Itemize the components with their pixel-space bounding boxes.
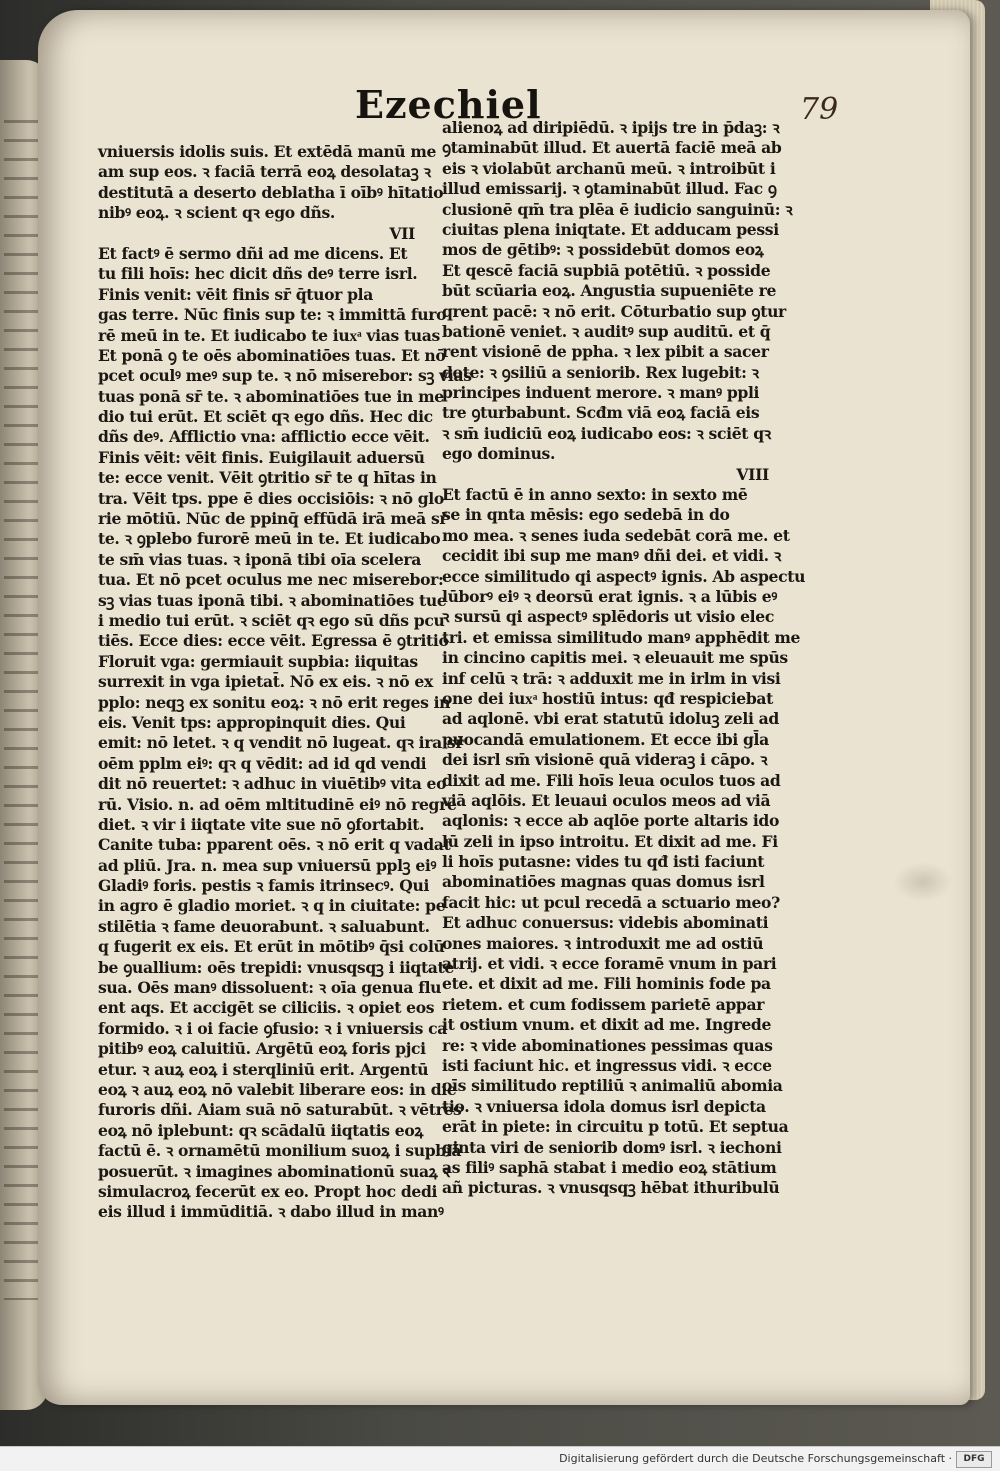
paper-stain: [893, 862, 953, 902]
footer-credit: Digitalisierung gefördert durch die Deutsche Forschungsgemeinschaft ·: [559, 1452, 952, 1465]
text-line: re: ꝛ vide abominationes pessimas quas: [442, 1035, 773, 1055]
text-line: te: ecce venit. Vēit ꝯtritio sr̄ te q hītas in: [98, 468, 437, 488]
text-line: in agro ē gladio moriet. ꝛ q in ciuitate: pe: [98, 896, 446, 916]
text-line: ad aqlonē. vbi erat statutū idoluꝫ zeli ad: [442, 709, 779, 729]
text-line: rie mōtiū. Nūc de ppinq̄ effūdā irā meā sr̄: [98, 509, 448, 529]
text-line: eoꝝ nō iplebunt: qꝛ scādalū iiqtatis eoꝝ: [98, 1120, 424, 1140]
text-line: posuerūt. ꝛ imagines abominationū suaꝝ ꝛ: [98, 1161, 450, 1181]
text-line: rū. Visio. n. ad oēm mltitudinē eiꝰ nō regre: [98, 794, 457, 814]
text-line: dei isrl sm̄ visionē quā videraꝫ i cāpo. ꝛ: [442, 750, 768, 770]
text-line: bationē veniet. ꝛ auditꝰ sup auditū. et q̄: [442, 321, 771, 341]
text-line: Floruit vga: germiauit supbia: iiquitas: [98, 651, 418, 671]
text-line: dixit ad me. Fili hoīs leua oculos tuos ad: [442, 770, 781, 790]
text-line: furoris dñi. Aiam suā nō saturabūt. ꝛ vētres: [98, 1100, 462, 1120]
text-line: būt scūaria eoꝝ. Angustia supueniēte re: [442, 281, 777, 301]
text-line: li hoīs putasne: vides tu qđ isti faciunt: [442, 852, 765, 872]
text-line: one dei iuxͣ hostiū intus: qđ respiciebat: [442, 688, 774, 708]
text-line: tuas ponā sr̄ te. ꝛ abominatiōes tue in me: [98, 386, 444, 406]
text-line: principes induent merore. ꝛ manꝰ ppli: [442, 383, 760, 403]
text-line: stilētia ꝛ fame deuorabunt. ꝛ saluabunt.: [98, 916, 430, 936]
text-line: se in qnta mēsis: ego sedebā in do: [442, 505, 730, 525]
text-line: as filiꝰ saphā stabat i medio eoꝝ stātium: [442, 1157, 777, 1177]
text-line: destitutā a deserto deblatha ī oībꝰ hītatio: [98, 182, 444, 202]
text-line: Et qescē faciā supbiā potētiū. ꝛ posside: [442, 260, 771, 280]
text-line: i medio tui erūt. ꝛ sciēt qꝛ ego sū dñs pcu: [98, 610, 445, 630]
text-line: Finis venit: vēit finis sr̄ q̄tuor pla: [98, 284, 373, 304]
text-line: formido. ꝛ i oi facie ꝯfusio: ꝛ i vniuersis ca: [98, 1018, 448, 1038]
running-head: Ezechiel: [355, 82, 542, 127]
left-text-column: [98, 142, 472, 1223]
text-line: tiēs. Ecce dies: ecce vēit. Egressa ē ꝯtritio: [98, 631, 449, 651]
text-line: tio. ꝛ vniuersa idola domus isrl depicta: [442, 1096, 766, 1116]
text-line: pplo: neqꝫ ex sonitu eoꝝ: ꝛ nō erit reges in: [98, 692, 451, 712]
text-line: dñs deꝰ. Afflictio vna: afflictio ecce vēit.: [98, 427, 430, 447]
text-line: Et ponā ꝯ te oēs abominatiōes tuas. Et nō: [98, 345, 446, 365]
text-line: eis. Venit tps: appropinquit dies. Qui: [98, 712, 406, 732]
text-line: ones maiores. ꝛ introduxit me ad ostiū: [442, 933, 764, 953]
text-line: eis ꝛ violabūt archanū meū. ꝛ introibūt i: [442, 158, 776, 178]
text-line: sꝫ vias tuas iponā tibi. ꝛ abominatiōes tue: [98, 590, 447, 610]
text-line: ciuitas plena iniqtate. Et adducam pessi: [442, 219, 779, 239]
text-line: dio tui erūt. Et sciēt qꝛ ego dñs. Hec dic: [98, 407, 433, 427]
text-line: eoꝝ ꝛ auꝝ eoꝝ nō valebit liberare eos: in die: [98, 1079, 457, 1099]
text-line: ete. et dixit ad me. Fili hominis fode pa: [442, 974, 771, 994]
folio-number: 79: [800, 92, 839, 127]
text-line: ginta viri de seniorib domꝰ isrl. ꝛ iechoni: [442, 1137, 782, 1157]
text-line: surrexit in vga ipietat̄. Nō ex eis. ꝛ nō ex: [98, 672, 433, 692]
text-line: lū zeli in ipso introitu. Et dixit ad me. Fi: [442, 831, 778, 851]
facing-page-text-bleed: [4, 120, 42, 1300]
text-line: Et factꝰ ē sermo dñi ad me dicens. Et: [98, 243, 408, 263]
text-line: ent aqs. Et accigēt se ciliciis. ꝛ opiet eos: [98, 998, 435, 1018]
text-line: añ picturas. ꝛ vnusqsqꝫ hēbat ithuribulū: [442, 1178, 780, 1198]
text-line: in cincino capitis mei. ꝛ eleuauit me spūs: [442, 648, 788, 668]
text-line: rent visionē de ppha. ꝛ lex pibit a sacer: [442, 342, 769, 362]
text-line: tra. Vēit tps. ppe ē dies occisiōis: ꝛ nō glo: [98, 488, 444, 508]
text-line: rietem. et cum fodissem parietē appar: [442, 994, 765, 1014]
text-line: Finis vēit: vēit finis. Euigilauit aduersū: [98, 447, 425, 467]
text-line: factū ē. ꝛ ornamētū monilium suoꝝ i supbiā: [98, 1141, 462, 1161]
text-line: clusionē qm̄ tra plēa ē iudicio sanguinū: ꝛ: [442, 199, 793, 219]
text-line: alienoꝝ ad diripiēdū. ꝛ ipijs tre in p̄daꝫ: ꝛ: [442, 118, 780, 137]
text-line: simulacroꝝ fecerūt ex eo. Propt hoc dedi: [98, 1181, 438, 1201]
text-line: mos de gētibꝰ: ꝛ possidebūt domos eoꝝ: [442, 240, 764, 260]
text-line: eis illud i immūditiā. ꝛ dabo illud in manꝰ: [98, 1202, 444, 1222]
text-line: Et factū ē in anno sexto: in sexto mē: [442, 485, 748, 505]
text-line: dit nō reuertet: ꝛ adhuc in viuētibꝰ vita eo: [98, 774, 447, 794]
text-line: inf celū ꝛ trā: ꝛ adduxit me in irlm in visi: [442, 668, 781, 688]
text-line: ꝯtaminabūt illud. Et auertā faciē meā ab: [442, 138, 782, 158]
text-line: vniuersis idolis suis. Et extēdā manū me: [98, 142, 437, 161]
text-line: oīs similitudo reptiliū ꝛ animaliū abomia: [442, 1076, 783, 1096]
text-line: ad pliū. Jra. n. mea sup vniuersū pplꝫ eiꝰ: [98, 855, 437, 875]
text-line: facit hic: ut pcul recedā a sctuario meo?: [442, 892, 780, 912]
text-line: te sm̄ vias tuas. ꝛ iponā tibi oīa scelera: [98, 549, 422, 569]
right-text-column: [442, 118, 806, 1199]
chapter-number: VII: [389, 223, 415, 243]
text-line: nibꝰ eoꝝ. ꝛ scient qꝛ ego dñs.: [98, 203, 335, 223]
text-line: cecidit ibi sup me manꝰ dñi dei. et vidi. ꝛ: [442, 546, 781, 566]
text-line: lūborꝰ eiꝰ ꝛ deorsū erat ignis. ꝛ a lūbis eꝰ: [442, 586, 777, 606]
text-line: ꝛ sursū qi aspectꝰ splēdoris ut visio elec: [442, 607, 774, 627]
text-line: ecce similitudo qi aspectꝰ ignis. Ab aspectu: [442, 566, 806, 586]
text-line: tua. Et nō pcet oculus me nec miserebor:: [98, 570, 444, 590]
text-line: aqlonis: ꝛ ecce ab aqlōe porte altaris ido: [442, 811, 780, 831]
text-line: etur. ꝛ auꝝ eoꝝ i sterqliniū erit. Argentū: [98, 1059, 429, 1079]
text-line: ego dominus.: [442, 444, 556, 464]
text-line: rē meū in te. Et iudicabo te iuxͣ vias tuas: [98, 325, 440, 345]
text-line: te. ꝛ ꝯplebo furorē meū in te. Et iudicabo: [98, 529, 441, 549]
text-line: gas terre. Nūc finis sup te: ꝛ immittā furo: [98, 305, 447, 325]
text-line: pitibꝰ eoꝝ caluitiū. Argētū eoꝝ foris pjci: [98, 1039, 426, 1059]
text-line: erāt in piete: in circuitu p totū. Et septua: [442, 1117, 789, 1137]
text-line: tri. et emissa similitudo manꝰ apphēdit me: [442, 627, 801, 647]
text-line: dote: ꝛ ꝯsiliū a seniorib. Rex lugebit: ꝛ: [442, 362, 759, 382]
text-line: Canite tuba: pparent oēs. ꝛ nō erit q vadat: [98, 835, 451, 855]
text-line: abominatiōes magnas quas domus isrl: [442, 872, 765, 892]
text-line: oēm pplm eiꝰ: qꝛ q vēdit: ad id qd vendi: [98, 753, 427, 773]
text-line: mo mea. ꝛ senes iuda sedebāt corā me. et: [442, 525, 790, 545]
text-line: atrij. et vidi. ꝛ ecce foramē vnum in pari: [442, 954, 777, 974]
text-line: isti faciunt hic. et ingressus vidi. ꝛ ecce: [442, 1055, 772, 1075]
text-line: q fugerit ex eis. Et erūt in mōtibꝰ q̄si colū: [98, 937, 445, 957]
text-line: sua. Oēs manꝰ dissoluent: ꝛ oīa genua flu: [98, 978, 442, 998]
text-line: tre ꝯturbabunt. Scđm viā eoꝝ faciā eis: [442, 403, 760, 423]
text-line: it ostium vnum. et dixit ad me. Ingrede: [442, 1015, 772, 1035]
text-line: tu fili hoīs: hec dicit dñs deꝰ terre isrl.: [98, 264, 418, 284]
text-line: puocandā emulationem. Et ecce ibi gl̄a: [442, 729, 769, 749]
text-line: qrent pacē: ꝛ nō erit. Cōturbatio sup ꝯtur: [442, 301, 786, 321]
footer-bar: [0, 1446, 1000, 1471]
text-line: ꝛ sm̄ iudiciū eoꝝ iudicabo eos: ꝛ sciēt qꝛ: [442, 423, 771, 443]
chapter-number: VIII: [736, 464, 769, 484]
text-line: be ꝯuallium: oēs trepidi: vnusqsqꝫ i iiqtate: [98, 957, 454, 977]
text-line: viā aqlōis. Et leuaui oculos meos ad viā: [442, 790, 771, 810]
text-line: Et adhuc conuersus: videbis abominati: [442, 913, 769, 933]
text-line: pcet oculꝰ meꝰ sup te. ꝛ nō miserebor: sꝫ vias: [98, 366, 472, 386]
text-line: illud emissarij. ꝛ ꝯtaminabūt illud. Fac ꝯ: [442, 179, 777, 199]
dfg-logo: DFG: [956, 1451, 992, 1468]
text-line: diet. ꝛ vir i iiqtate vite sue nō ꝯfortabit.: [98, 814, 425, 834]
text-line: Gladiꝰ foris. pestis ꝛ famis itrinsecꝰ. Qui: [98, 876, 430, 896]
text-line: emit: nō letet. ꝛ q vendit nō lugeat. qꝛ ira sr̄: [98, 733, 464, 753]
text-line: am sup eos. ꝛ faciā terrā eoꝝ desolataꝫ ꝛ: [98, 162, 431, 182]
